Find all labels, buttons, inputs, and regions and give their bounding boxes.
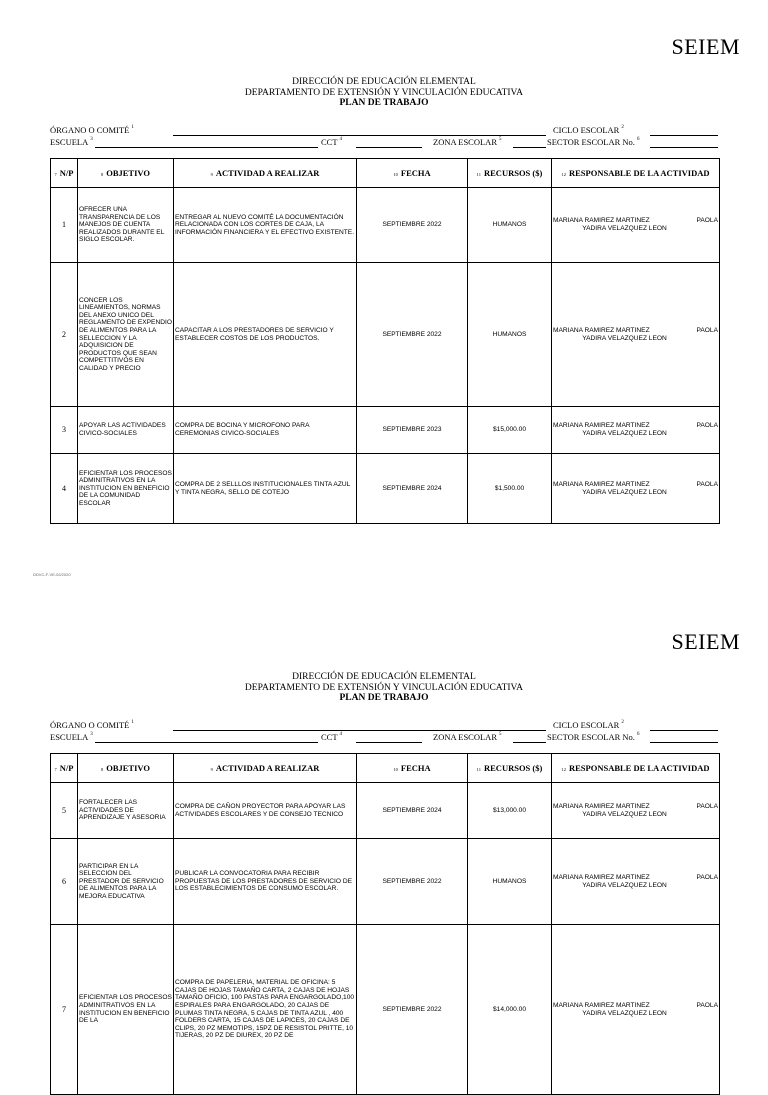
recursos-column-header: RECURSOS ($) [484,763,543,773]
actividad-column-number: 9 [210,766,213,772]
ciclo-number: 2 [621,125,624,130]
fecha-column-header: FECHA [400,763,431,773]
recursos-column-header: RECURSOS ($) [484,168,543,178]
row-responsable [552,407,720,454]
row-objetivo: APOYAR LAS ACTIVIDADES CIVICO-SOCIALES [78,407,174,454]
row-recursos: $13,000.00 [468,783,552,839]
zona-field-line[interactable] [513,147,546,148]
organo-label: ÓRGANO O COMITÉ [50,720,130,730]
cct-field-line[interactable] [356,147,422,148]
plan-table-page-1 [50,158,720,524]
sector-label: SECTOR ESCOLAR No. [547,137,635,147]
row-number: 2 [51,263,78,407]
header-line-3: PLAN DE TRABAJO [339,98,429,108]
responsable-name-1: MARIANA RAMIREZ MARTINEZ [553,480,650,488]
cct-number: 4 [339,137,343,142]
responsable-name-2: PAOLA [696,217,718,225]
seiem-logo: SEIEM [671,629,740,654]
row-responsable [552,839,720,925]
responsable-name-2: PAOLA [696,326,718,334]
responsable-column-number: 12 [561,171,566,177]
responsable-name-3: YADIRA VELAZQUEZ LEON [582,881,667,889]
table-row [51,454,720,524]
table-row [51,263,720,407]
zona-number: 5 [499,732,502,737]
actividad-column-header: ACTIVIDAD A REALIZAR [215,168,320,178]
objetivo-column-number: 8 [100,766,104,772]
header-line-1: DIRECCIÓN DE EDUCACIÓN ELEMENTAL [292,672,476,682]
row-fecha: SEPTIEMBRE 2023 [357,407,468,454]
row-fecha: SEPTIEMBRE 2022 [357,925,468,1095]
form-fields [50,125,720,149]
row-number: 5 [51,783,78,839]
objetivo-column-header: OBJETIVO [106,763,150,773]
row-responsable [552,188,720,263]
fecha-column-number: 10 [393,171,398,177]
row-number: 3 [51,407,78,454]
row-actividad: COMPRA DE 2 SELLLOS INSTITUCIONALES TINTA AZUL Y TINTA NEGRA, SELLO DE COTEJO [174,454,357,524]
responsable-name-3: YADIRA VELAZQUEZ LEON [582,810,667,818]
ciclo-number: 2 [621,720,624,725]
cct-number: 4 [339,732,343,737]
escuela-field-line[interactable] [95,147,318,148]
np-column-header: N/P [59,168,74,178]
responsable-name-1: MARIANA RAMIREZ MARTINEZ [553,326,650,334]
row-objetivo: FORTALECER LAS ACTIVIDADES DE APRENDIZAJE Y ASESORIA [78,783,174,839]
row-actividad: COMPRA DE CAÑON PROYECTOR PARA APOYAR LAS ACTIVIDADES ESCOLARES Y DE CONSEJO TECNICO [174,783,357,839]
actividad-column-header: ACTIVIDAD A REALIZAR [215,763,320,773]
ciclo-label: CICLO ESCOLAR [553,720,620,730]
fecha-column-header: FECHA [400,168,431,178]
row-objetivo: EFICIENTAR LOS PROCESOS ADMINITRATIVOS EN LA INSTITUCION EN BENEFICIO DE LA COMUNIDAD ESCOLAR [78,454,174,524]
organo-number: 1 [131,125,134,130]
row-actividad: COMPRA DE BOCINA Y MICROFONO PARA CEREMONIAS CIVICO-SOCIALES [174,407,357,454]
zona-number: 5 [499,137,502,142]
np-column-header: N/P [59,763,74,773]
sector-number: 6 [636,137,640,142]
row-fecha: SEPTIEMBRE 2022 [357,188,468,263]
document-page-2 [0,595,768,1040]
responsable-name-1: MARIANA RAMIREZ MARTINEZ [553,217,650,225]
row-responsable [552,263,720,407]
objetivo-column-number: 8 [100,171,104,177]
np-column-number: 7 [54,171,57,177]
escuela-number: 3 [90,137,93,142]
ciclo-field-line[interactable] [650,730,718,731]
row-number: 1 [51,188,78,263]
responsable-name-2: PAOLA [696,422,718,430]
row-recursos: $14,000.00 [468,925,552,1095]
zona-label: ZONA ESCOLAR [433,732,497,742]
footer-code: DDVC-F-VE-02/2020 [33,572,71,577]
header-line-2: DEPARTAMENTO DE EXTENSIÓN Y VINCULACIÓN EDUCATIVA [244,682,524,693]
table-row [51,783,720,839]
organo-label: ÓRGANO O COMITÉ [50,125,130,135]
row-recursos: HUMANOS [468,188,552,263]
objetivo-column-header: OBJETIVO [106,168,150,178]
row-actividad: PUBLICAR LA CONVOCATORIA PARA RECIBIR PROPUESTAS DE LOS PRESTADORES DE SERVICIO DE LOS ESTABLECIMIENTOS DE CONSUMO ESCOLAR. [174,839,357,925]
responsable-name-3: YADIRA VELAZQUEZ LEON [582,430,667,437]
table-row [51,188,720,263]
row-actividad: CAPACITAR A LOS PRESTADORES DE SERVICIO Y ESTABLECER COSTOS DE LOS PRODUCTOS. [174,263,357,407]
row-fecha: SEPTIEMBRE 2024 [357,783,468,839]
responsable-name-2: PAOLA [696,480,718,488]
zona-field-line[interactable] [513,742,546,743]
responsable-column-header: RESPONSABLE DE LA ACTIVIDAD [568,168,710,178]
seiem-logo: SEIEM [671,34,740,59]
row-responsable [552,783,720,839]
escuela-number: 3 [90,732,93,737]
responsable-column-header: RESPONSABLE DE LA ACTIVIDAD [568,763,710,773]
row-number: 4 [51,454,78,524]
organo-number: 1 [131,720,134,725]
cct-field-line[interactable] [356,742,422,743]
document-header [0,672,768,704]
responsable-name-3: YADIRA VELAZQUEZ LEON [582,225,667,232]
row-objetivo: CONCER LOS LINEAMIENTOS, NORMAS DEL ANEXO UNICO DEL REGLAMENTO DE EXPENDIO DE ALIMENTOS PARA LA SELLECCION Y LA ADQUISICION DE PRODUCTOS QUE SEAN COMPETTITIVOS EN CALIDAD Y PRECIO [78,263,174,407]
responsable-name-1: MARIANA RAMIREZ MARTINEZ [553,422,650,430]
responsable-name-3: YADIRA VELAZQUEZ LEON [582,1009,667,1017]
document-header [0,77,768,109]
table-row [51,407,720,454]
zona-label: ZONA ESCOLAR [433,137,497,147]
plan-table-page-2 [50,753,720,1095]
sector-label: SECTOR ESCOLAR No. [547,732,635,742]
row-objetivo: PARTICIPAR EN LA SELECCION DEL PRESTADOR DE SERVICIO DE ALIMENTOS PARA LA MEJORA EDUCATIVA [78,839,174,925]
table-header-row [51,159,720,188]
responsable-name-2: PAOLA [696,802,718,810]
responsable-name-3: YADIRA VELAZQUEZ LEON [582,334,667,342]
cct-label: CCT [321,137,338,147]
row-responsable [552,454,720,524]
responsable-name-2: PAOLA [696,1001,718,1009]
np-column-number: 7 [54,766,57,772]
recursos-column-number: 11 [476,171,481,177]
responsable-name-1: MARIANA RAMIREZ MARTINEZ [553,1001,650,1009]
form-fields [50,720,720,744]
sector-number: 6 [636,732,640,737]
responsable-name-3: YADIRA VELAZQUEZ LEON [582,488,667,496]
row-actividad: COMPRA DE PAPELERIA, MATERIAL DE OFICINA: 5 CAJAS DE HOJAS TAMAÑO CARTA, 2 CAJAS DE HOJAS TAMAÑO OFICIO, 100 PASTAS PARA ENGARGOLADO,100 ESPIRALES PARA ENGARGOLADO, 20 CAJAS DE PLUMAS TINTA NEGRA, 5 CAJAS DE TINTA AZUL , 400 FOLDERS CARTA, 15 CAJAS DE LAPICES, 20 CAJAS DE CLIPS, 20 PZ MEMOTIPS, 15PZ DE RESISTOL PRITTE, 10 TIJERAS, 20 PZ DE DIUREX, 20 PZ DE [174,925,357,1095]
responsable-name-2: PAOLA [696,873,718,881]
organo-field-line[interactable] [173,135,546,136]
escuela-label: ESCUELA [50,137,89,147]
actividad-column-number: 9 [210,171,213,177]
sector-field-line[interactable] [650,147,718,148]
row-actividad: ENTREGAR AL NUEVO COMITÉ LA DOCUMENTACIÓN RELACIONADA CON LOS CORTES DE CAJA, LA INFORMACIÓN FINANCIERA Y EL EFECTIVO EXISTENTE. [174,188,357,263]
row-recursos: $1,500.00 [468,454,552,524]
header-line-3: PLAN DE TRABAJO [339,693,429,703]
organo-field-line[interactable] [173,730,546,731]
row-fecha: SEPTIEMBRE 2022 [357,839,468,925]
table-header-row [51,754,720,783]
row-recursos: HUMANOS [468,839,552,925]
row-recursos: $15,000.00 [468,407,552,454]
ciclo-field-line[interactable] [650,135,718,136]
responsable-name-1: MARIANA RAMIREZ MARTINEZ [553,802,650,810]
row-fecha: SEPTIEMBRE 2022 [357,263,468,407]
row-number: 7 [51,925,78,1095]
row-responsable [552,925,720,1095]
row-number: 6 [51,839,78,925]
row-objetivo: EFICIENTAR LOS PROCESOS ADMINITRATIVOS EN LA INSTITUCION EN BENEFICIO DE LA [78,925,174,1095]
ciclo-label: CICLO ESCOLAR [553,125,620,135]
sector-field-line[interactable] [650,742,718,743]
recursos-column-number: 11 [476,766,481,772]
responsable-column-number: 12 [561,766,566,772]
row-objetivo: OFRECER UNA TRANSPARENCIA DE LOS MANEJOS DE CUENTA REALIZADOS DURANTE EL SIGLO ESCOLAR. [78,188,174,263]
header-line-2: DEPARTAMENTO DE EXTENSIÓN Y VINCULACIÓN EDUCATIVA [244,87,524,98]
row-recursos: HUMANOS [468,263,552,407]
table-row [51,925,720,1095]
cct-label: CCT [321,732,338,742]
row-fecha: SEPTIEMBRE 2024 [357,454,468,524]
responsable-name-1: MARIANA RAMIREZ MARTINEZ [553,873,650,881]
escuela-label: ESCUELA [50,732,89,742]
escuela-field-line[interactable] [95,742,318,743]
table-row [51,839,720,925]
header-line-1: DIRECCIÓN DE EDUCACIÓN ELEMENTAL [292,77,476,87]
fecha-column-number: 10 [393,766,398,772]
